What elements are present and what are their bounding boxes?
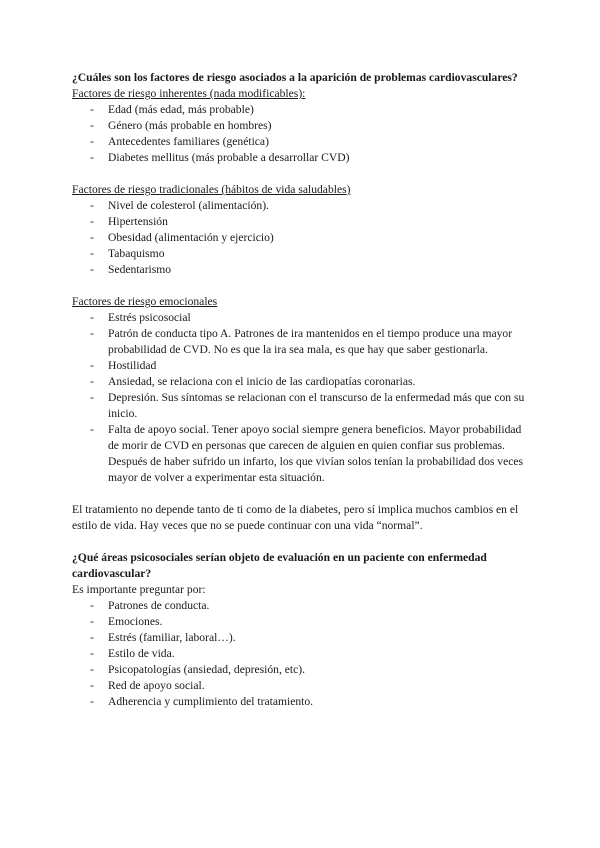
emotional-factors-heading: Factores de riesgo emocionales <box>72 295 218 308</box>
list-item: - Tabaquismo <box>90 247 165 260</box>
list-item: - Estrés (familiar, laboral…). <box>90 631 236 644</box>
list-item: - Antecedentes familiares (genética) <box>90 135 269 148</box>
traditional-factors-list <box>72 198 532 278</box>
list-item: - Género (más probable en hombres) <box>90 119 272 132</box>
list-item: - Depresión. Sus síntomas se relacionan con el transcurso de la enfermedad más que con su inicio. <box>90 391 525 420</box>
list-item: - Emociones. <box>90 615 163 628</box>
question-2-heading: ¿Qué áreas psicosociales serían objeto de evaluación en un paciente con enfermedad cardiovascular? <box>72 551 487 580</box>
list-item: - Patrones de conducta. <box>90 599 210 612</box>
list-item: - Hostilidad <box>90 359 157 372</box>
list-item: - Red de apoyo social. <box>90 679 205 692</box>
document-page <box>72 70 532 710</box>
list-item: - Nivel de colesterol (alimentación). <box>90 199 269 212</box>
list-item: - Hipertensión <box>90 215 168 228</box>
question-2-intro: Es importante preguntar por: <box>72 583 206 596</box>
inherent-factors-list <box>72 102 532 166</box>
inherent-factors-heading: Factores de riesgo inherentes (nada modificables): <box>72 87 306 100</box>
list-item: - Falta de apoyo social. Tener apoyo social siempre genera beneficios. Mayor probabilidad de morir de CVD en personas que carecen de alguien en quien confiar sus problemas. Después de haber sufrido un infarto, los que vivían solos tenían la probabilidad dos veces mayor de volver a experimentar esta situación. <box>90 423 524 484</box>
list-item: - Estrés psicosocial <box>90 311 191 324</box>
question-1-heading: ¿Cuáles son los factores de riesgo asociados a la aparición de problemas cardiovasculares? <box>72 71 518 84</box>
list-item: - Ansiedad, se relaciona con el inicio de las cardiopatías coronarias. <box>90 375 416 388</box>
list-item: - Obesidad (alimentación y ejercicio) <box>90 231 274 244</box>
closing-paragraph: El tratamiento no depende tanto de ti como de la diabetes, pero sí implica muchos cambios en el estilo de vida. Hay veces que no se puede continuar con una vida “normal”. <box>72 503 519 532</box>
list-item: - Sedentarismo <box>90 263 172 276</box>
list-item: - Edad (más edad, más probable) <box>90 103 254 116</box>
emotional-factors-list <box>72 310 532 486</box>
list-item: - Adherencia y cumplimiento del tratamiento. <box>90 695 314 708</box>
list-item: - Diabetes mellitus (más probable a desarrollar CVD) <box>90 151 350 164</box>
list-item: - Estilo de vida. <box>90 647 175 660</box>
list-item: - Psicopatologías (ansiedad, depresión, etc). <box>90 663 306 676</box>
psychosocial-areas-list <box>72 598 532 710</box>
list-item: - Patrón de conducta tipo A. Patrones de ira mantenidos en el tiempo produce una mayor probabilidad de CVD. No es que la ira sea mala, es que hay que saber gestionarla. <box>90 327 513 356</box>
traditional-factors-heading: Factores de riesgo tradicionales (hábitos de vida saludables) <box>72 183 351 196</box>
